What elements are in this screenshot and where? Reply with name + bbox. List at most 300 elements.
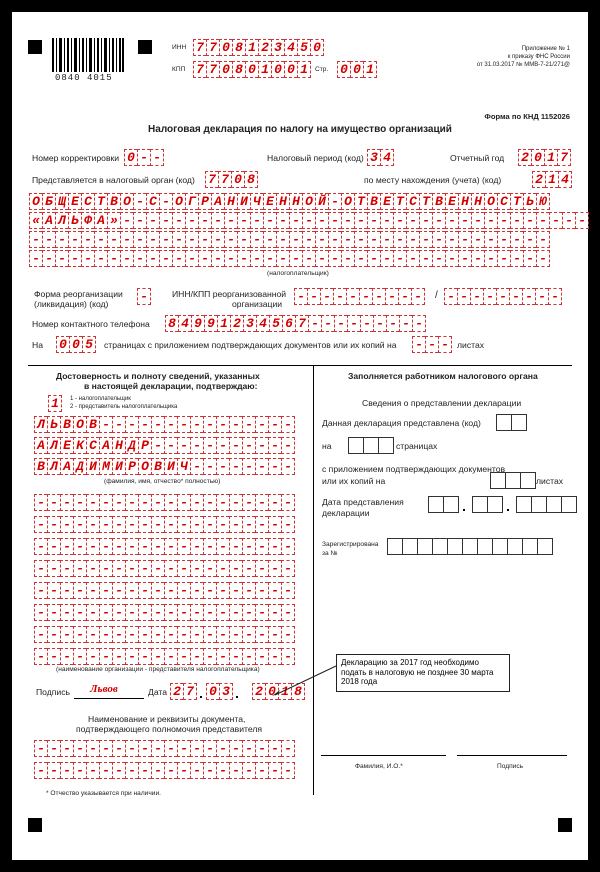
rep-row-7[interactable] [34,626,295,643]
char-cell: - [99,626,112,643]
char-cell: - [360,315,373,332]
char-cell: - [255,626,268,643]
char-cell: О [138,458,151,475]
char-cell: - [276,250,289,267]
char-cell: - [137,288,151,305]
char-cell: - [281,538,295,555]
char-cell: - [60,762,73,779]
char-cell: - [380,212,393,229]
kpp-field[interactable] [193,61,311,78]
tax-office-code-box[interactable] [496,414,527,431]
char-cell: Л [34,416,47,433]
char-cell: - [445,250,458,267]
char-cell: - [523,212,536,229]
char-cell: - [172,250,185,267]
empty-cell [402,538,417,555]
char-cell: - [393,231,406,248]
char-cell: - [510,250,523,267]
char-cell: - [107,231,120,248]
doc-row-1[interactable] [34,740,295,757]
phone-field[interactable] [165,315,426,332]
fio-row-2[interactable] [34,437,295,454]
reorg-field[interactable] [137,288,151,305]
char-cell: - [237,212,250,229]
char-cell: 0 [219,61,232,78]
empty-cell [492,538,507,555]
char-cell: - [68,250,81,267]
char-cell: - [229,626,242,643]
char-cell: - [250,231,263,248]
char-cell: Т [354,193,367,210]
char-cell: - [120,250,133,267]
char-cell: - [242,494,255,511]
char-cell: 8 [232,61,245,78]
sign-label: Подпись [36,687,71,697]
char-cell: Т [510,193,523,210]
char-cell: « [29,212,42,229]
date-day-field[interactable] [170,683,197,700]
char-cell: - [125,560,138,577]
empty-cell [520,472,536,489]
char-cell: - [268,516,281,533]
char-cell: 0 [531,149,544,166]
char-cell: - [268,494,281,511]
kpp-label: КПП [172,66,186,73]
char-cell: Ф [81,212,94,229]
char-cell: - [73,762,86,779]
reorg-label-2: (ликвидация) (код) [34,299,109,309]
period-field[interactable] [367,149,394,166]
reorg-inn-label-2: организации [232,299,283,309]
char-cell: 0 [271,61,284,78]
char-cell: В [107,193,120,210]
char-cell: 1 [363,61,377,78]
period-label: Налоговый период (код) [267,153,364,163]
char-cell: - [483,288,496,305]
char-cell: 1 [48,395,62,412]
char-cell: - [497,212,510,229]
char-cell: - [412,315,426,332]
footnote: * Отчество указывается при наличии. [46,790,161,797]
char-cell: - [47,648,60,665]
char-cell: - [151,762,164,779]
char-cell: - [268,416,281,433]
char-cell: 2 [170,683,183,700]
char-cell: - [341,231,354,248]
char-cell: Н [224,193,237,210]
char-cell: 7 [206,61,219,78]
tax-office-sheets: листах [536,476,564,486]
empty-cell [477,538,492,555]
char-cell: - [99,582,112,599]
char-cell: - [457,288,470,305]
char-cell: - [203,494,216,511]
date-separator-1 [200,696,202,698]
char-cell: - [190,437,203,454]
char-cell: - [216,648,229,665]
char-cell: - [432,212,445,229]
char-cell: - [281,740,295,757]
empty-cell [507,538,522,555]
char-cell: - [107,250,120,267]
char-cell: - [211,212,224,229]
char-cell: - [86,494,99,511]
char-cell: 7 [205,171,218,188]
empty-cell [487,496,503,513]
sign-line [74,698,144,699]
char-cell: - [60,648,73,665]
char-cell: Ю [536,193,550,210]
char-cell: И [112,458,125,475]
char-cell: - [190,416,203,433]
char-cell: 3 [367,149,380,166]
char-cell: - [229,560,242,577]
char-cell: - [177,762,190,779]
reorg-kpp-field[interactable] [444,288,562,305]
barcode-number: 0840 4015 [55,73,113,83]
char-cell: - [255,494,268,511]
char-cell: О [73,416,86,433]
char-cell: - [86,538,99,555]
char-cell: - [177,582,190,599]
char-cell: - [354,231,367,248]
char-cell: - [151,582,164,599]
char-cell: - [112,648,125,665]
char-cell: - [575,212,589,229]
char-cell: - [393,212,406,229]
inn-label: ИНН [172,44,187,51]
empty-cell [472,496,487,513]
location-field[interactable] [532,171,572,188]
char-cell: - [125,416,138,433]
char-cell: - [367,231,380,248]
char-cell: - [549,212,562,229]
tax-office-date-year[interactable] [516,496,577,513]
char-cell: - [34,494,47,511]
char-cell: - [133,231,146,248]
char-cell: - [146,231,159,248]
char-cell: - [60,560,73,577]
char-cell: - [458,212,471,229]
char-cell: - [164,648,177,665]
confirm-type-field[interactable] [48,395,62,412]
rep-row-2[interactable] [34,516,295,533]
char-cell: - [99,604,112,621]
char-cell: - [125,626,138,643]
char-cell: Д [125,437,138,454]
org-name-row-1[interactable] [29,193,550,210]
char-cell: Т [419,193,432,210]
tax-office-date-day[interactable] [428,496,459,513]
appendix-line3: от 31.03.2017 № ММВ-7-21/271@ [476,62,570,68]
pages-middle: страницах с приложением подтверждающих документов или их копий на [104,340,397,350]
char-cell: - [203,458,216,475]
char-cell: - [419,250,432,267]
char-cell: - [47,740,60,757]
char-cell: - [216,626,229,643]
char-cell: - [60,740,73,757]
empty-cell [496,414,511,431]
empty-cell [432,538,447,555]
reorg-label-1: Форма реорганизации [34,289,123,299]
char-cell: - [125,582,138,599]
char-cell: - [203,604,216,621]
confirm-option-1: 1 - налогоплательщик [70,396,131,402]
char-cell: - [86,560,99,577]
char-cell: - [112,516,125,533]
char-cell: 3 [219,683,233,700]
tax-organ-label: Представляется в налоговый орган (код) [32,175,195,185]
char-cell: - [73,560,86,577]
char-cell: - [438,336,452,353]
tax-office-sheets-box[interactable] [490,472,536,489]
tax-office-signature: Подпись [497,763,524,770]
char-cell: - [151,516,164,533]
char-cell: Ч [250,193,263,210]
char-cell: - [216,494,229,511]
char-cell: - [334,315,347,332]
char-cell: - [268,582,281,599]
char-cell: - [203,416,216,433]
char-cell: - [229,604,242,621]
tax-office-reg-box[interactable] [387,538,553,555]
char-cell: - [406,231,419,248]
pages-field[interactable] [56,336,96,353]
char-cell: 0 [265,683,278,700]
empty-cell [387,538,402,555]
char-cell: 6 [282,315,295,332]
char-cell: - [281,516,295,533]
tax-organ-field[interactable] [205,171,258,188]
char-cell: - [216,740,229,757]
char-cell: - [211,250,224,267]
char-cell: - [138,538,151,555]
char-cell: - [229,582,242,599]
char-cell: - [315,250,328,267]
char-cell: - [308,315,321,332]
empty-cell [516,496,531,513]
char-cell: - [29,231,42,248]
char-cell: 5 [82,336,96,353]
char-cell: - [125,762,138,779]
char-cell: 0 [310,39,324,56]
doc-heading-2: подтверждающего полномочия представителя [76,724,262,734]
char-cell: - [523,231,536,248]
char-cell: - [354,250,367,267]
char-cell: - [471,231,484,248]
char-cell: - [146,250,159,267]
rep-row-1[interactable] [34,494,295,511]
char-cell: - [203,437,216,454]
char-cell: - [190,538,203,555]
char-cell: 1 [258,61,271,78]
char-cell: - [73,648,86,665]
char-cell: В [86,416,99,433]
char-cell: А [211,193,224,210]
correction-field[interactable] [124,149,164,166]
rep-row-6[interactable] [34,604,295,621]
char-cell: - [289,212,302,229]
empty-cell [443,496,459,513]
char-cell: - [120,212,133,229]
char-cell: - [419,212,432,229]
char-cell: - [164,626,177,643]
char-cell: - [373,315,386,332]
char-cell: - [203,740,216,757]
char-cell: - [289,231,302,248]
fio-row-3[interactable] [34,458,295,475]
page-number-field[interactable] [337,61,377,78]
char-cell: О [120,193,133,210]
tax-office-date-month[interactable] [472,496,503,513]
char-cell: - [242,740,255,757]
empty-cell [561,496,577,513]
org-name-row-3[interactable] [29,231,550,248]
char-cell: - [268,626,281,643]
pages-prefix: На [32,340,43,350]
char-cell: Ч [177,458,190,475]
char-cell: - [177,740,190,757]
doc-row-2[interactable] [34,762,295,779]
corner-marker-bottom-right [558,818,572,832]
empty-cell [447,538,462,555]
tax-office-sign-line [457,755,567,756]
char-cell: - [372,288,385,305]
empty-cell [490,472,505,489]
char-cell: - [138,604,151,621]
reorg-slash: / [435,290,438,301]
rep-row-4[interactable] [34,560,295,577]
date-month-field[interactable] [206,683,233,700]
char-cell: - [255,604,268,621]
char-cell: - [484,231,497,248]
empty-cell [363,437,378,454]
char-cell: Е [68,193,81,210]
char-cell: - [177,416,190,433]
org-name-row-2[interactable] [29,212,589,229]
char-cell: - [281,458,295,475]
char-cell: - [112,494,125,511]
char-cell: - [164,516,177,533]
char-cell: - [99,740,112,757]
reorg-inn-field[interactable] [294,288,425,305]
char-cell: - [216,604,229,621]
char-cell: - [281,582,295,599]
char-cell: - [172,231,185,248]
rep-row-3[interactable] [34,538,295,555]
char-cell: - [229,458,242,475]
char-cell: В [367,193,380,210]
char-cell: - [177,560,190,577]
tax-office-pages-box[interactable] [348,437,394,454]
char-cell: - [164,740,177,757]
appendix-line2: к приказу ФНС России [507,54,570,60]
char-cell: Р [198,193,211,210]
empty-cell [531,496,546,513]
year-field[interactable] [518,149,571,166]
tax-office-date-sep-1 [463,509,465,511]
char-cell: 4 [178,315,191,332]
char-cell: 3 [243,315,256,332]
char-cell: - [138,648,151,665]
char-cell: А [94,212,107,229]
char-cell: - [177,437,190,454]
char-cell: 7 [193,39,206,56]
char-cell: - [255,582,268,599]
char-cell: - [536,231,550,248]
char-cell: - [281,560,295,577]
char-cell: - [411,288,425,305]
char-cell: - [242,560,255,577]
char-cell: - [289,250,302,267]
char-cell: - [307,288,320,305]
char-cell: - [190,582,203,599]
char-cell: - [276,212,289,229]
char-cell: - [255,740,268,757]
char-cell: В [432,193,445,210]
char-cell: - [34,626,47,643]
char-cell: О [484,193,497,210]
char-cell: - [302,212,315,229]
char-cell: 1 [297,61,311,78]
char-cell: 3 [271,39,284,56]
char-cell: - [229,437,242,454]
tax-office-heading: Заполняется работником налогового органа [348,371,538,381]
char-cell: Н [471,193,484,210]
tax-office-date-1: Дата представления [322,497,404,507]
char-cell: - [536,250,550,267]
char-cell: И [237,193,250,210]
char-cell: - [268,740,281,757]
char-cell: - [419,231,432,248]
char-cell: - [548,288,562,305]
empty-cell [378,437,394,454]
char-cell: - [242,582,255,599]
char-cell: - [55,231,68,248]
char-cell: В [60,416,73,433]
char-cell: - [198,212,211,229]
char-cell: - [138,560,151,577]
char-cell: - [164,494,177,511]
org-name-row-4[interactable] [29,250,550,267]
char-cell: - [255,437,268,454]
char-cell: 7 [295,315,308,332]
char-cell: - [73,494,86,511]
char-cell: - [484,250,497,267]
char-cell: В [34,458,47,475]
char-cell: - [150,149,164,166]
char-cell: - [268,458,281,475]
inn-field[interactable] [193,39,324,56]
char-cell: 1 [278,683,291,700]
char-cell: - [86,604,99,621]
char-cell: - [47,582,60,599]
char-cell: - [242,762,255,779]
char-cell: - [112,538,125,555]
char-cell: - [73,538,86,555]
char-cell: - [190,604,203,621]
char-cell: - [497,250,510,267]
char-cell: - [164,437,177,454]
char-cell: - [47,538,60,555]
rep-row-5[interactable] [34,582,295,599]
char-cell: - [47,626,60,643]
rep-row-8[interactable] [34,648,295,665]
fio-row-1[interactable] [34,416,295,433]
char-cell: - [42,250,55,267]
char-cell: - [509,288,522,305]
pages-sheets-field[interactable] [412,336,452,353]
